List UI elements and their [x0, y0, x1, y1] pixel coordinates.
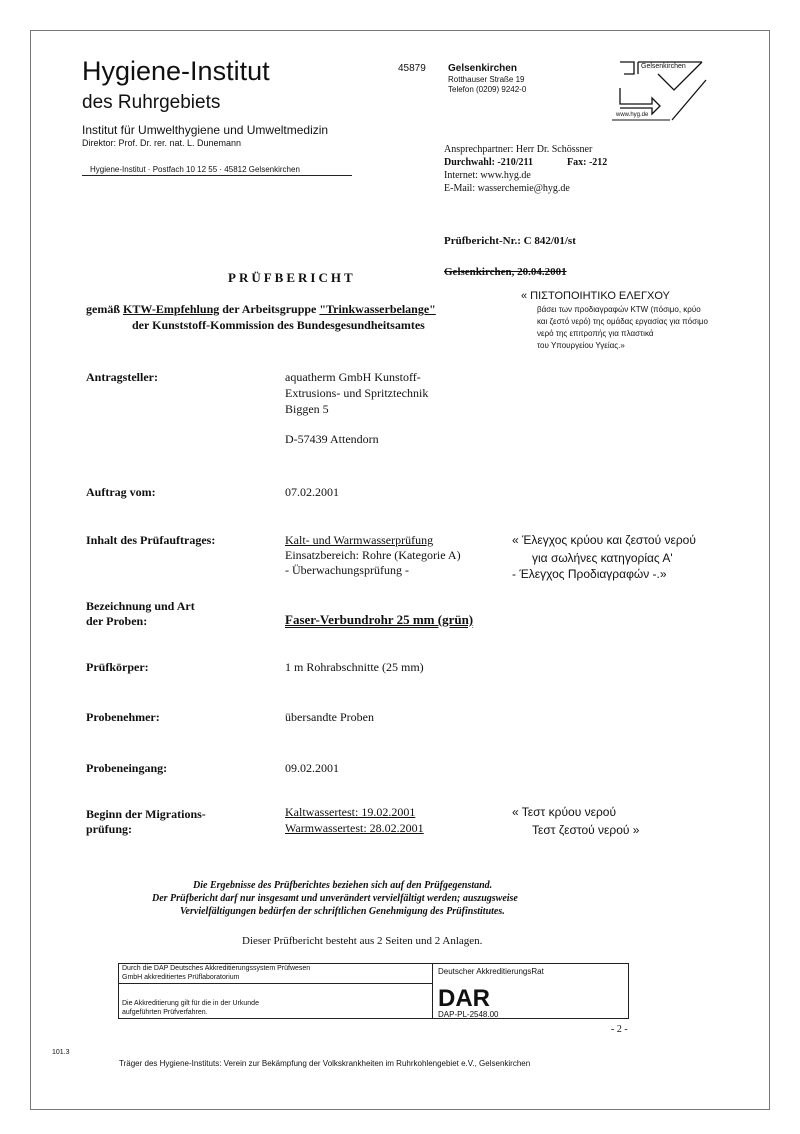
logo-text-top: Gelsenkirchen: [641, 63, 686, 70]
applicant-line: Biggen 5: [285, 402, 329, 416]
receipt-label: Probeneingang:: [86, 761, 168, 775]
logo-text-bottom: www.hyg.de: [616, 112, 649, 118]
accreditation-council: Deutscher AkkreditierungsRat: [438, 967, 544, 976]
pages-note: Dieser Prüfbericht besteht aus 2 Seiten und 2 Anlagen.: [242, 935, 483, 947]
header-phone: Telefon (0209) 9242-0: [448, 85, 527, 94]
basis-middle: der Arbeitsgruppe: [219, 302, 320, 316]
dar-number: DAP-PL-2548.00: [438, 1010, 499, 1019]
greek-line: νερό της επιτροπής για πλαστικά: [537, 329, 654, 338]
content-line: Einsatzbereich: Rohre (Kategorie A): [285, 548, 461, 562]
document-code: 101.3: [52, 1049, 70, 1056]
sampler-value: übersandte Proben: [285, 710, 374, 724]
contact-internet: Internet: www.hyg.de: [444, 170, 531, 181]
greek-test: « Τεστ κρύου νερού: [512, 805, 617, 819]
accreditation-text: GmbH akkreditiertes Prüflaboratorium: [122, 974, 240, 981]
document-title: PRÜFBERICHT: [228, 270, 356, 285]
warm-test: Warmwassertest: 28.02.2001: [285, 821, 424, 835]
sample-label: Bezeichnung und Art: [86, 599, 195, 613]
accreditation-separator: [432, 963, 433, 1019]
dar-mark: DAR: [438, 985, 490, 1012]
page-number: - 2 -: [611, 1024, 628, 1035]
basis-group: "Trinkwasserbelange": [319, 302, 436, 316]
sample-value: Faser-Verbundrohr 25 mm (grün): [285, 612, 474, 627]
accreditation-text: Durch die DAP Deutsches Akkreditierungssystem Prüfwesen: [122, 965, 311, 972]
sampler-label: Probenehmer:: [86, 710, 160, 724]
contact-email: E-Mail: wasserchemie@hyg.de: [444, 183, 570, 194]
contact-direct-dial: Durchwahl: -210/211: [444, 157, 533, 168]
applicant-line: aquatherm GmbH Kunstoff-: [285, 370, 421, 384]
return-address-rule: [82, 175, 352, 176]
institute-name: Hygiene-Institut: [82, 56, 270, 86]
header-city: Gelsenkirchen: [448, 63, 517, 74]
greek-line: του Υπουργείου Υγείας.»: [537, 341, 625, 350]
return-address: Hygiene-Institut · Postfach 10 12 55 · 45812 Gelsenkirchen: [90, 165, 300, 174]
content-line: - Überwachungsprüfung -: [285, 563, 409, 577]
report-date: Gelsenkirchen, 20.04.2001: [444, 266, 567, 278]
specimen-value: 1 m Rohrabschnitte (25 mm): [285, 660, 424, 674]
contact-fax: Fax: -212: [567, 157, 608, 168]
content-line: Kalt- und Warmwasserprüfung: [285, 533, 434, 547]
applicant-label: Antragsteller:: [86, 370, 158, 384]
specimen-label: Prüfkörper:: [86, 660, 149, 674]
content-greek: « Έλεγχος κρύου και ζεστού νερού: [512, 533, 696, 547]
basis-line-2: der Kunststoff-Kommission des Bundesgesundheitsamtes: [132, 318, 425, 332]
content-greek: - Έλεγχος Προδιαγραφών -.»: [512, 567, 667, 581]
institute-director: Direktor: Prof. Dr. rer. nat. L. Dunemann: [82, 138, 242, 148]
greek-line: και ζεστό νερό) της ομάδας εργασίας για πόσιμο: [537, 317, 708, 326]
footnote: Die Ergebnisse des Prüfberichtes beziehen sich auf den Prüfgegenstand.: [193, 880, 493, 891]
footnote: Der Prüfbericht darf nur insgesamt und unverändert vervielfältigt werden; auszugsweise: [152, 893, 518, 904]
order-date: 07.02.2001: [285, 485, 339, 499]
basis-ktw: KTW-Empfehlung: [123, 302, 220, 316]
greek-test: Τεστ ζεστού νερού »: [532, 823, 640, 837]
accreditation-text: aufgeführten Prüfverfahren.: [122, 1009, 208, 1016]
header-zip: 45879: [398, 63, 426, 74]
footer-text: Träger des Hygiene-Instituts: Verein zur Bekämpfung der Volkskrankheiten im Ruhrkohlengebiet e.V., Gelsenkirchen: [119, 1059, 531, 1068]
institute-subtitle: des Ruhrgebiets: [82, 92, 221, 113]
content-label: Inhalt des Prüfauftrages:: [86, 533, 216, 547]
accreditation-divider: [118, 983, 432, 984]
accreditation-text: Die Akkreditierung gilt für die in der Urkunde: [122, 1000, 259, 1007]
header-street: Rotthauser Straße 19: [448, 75, 525, 84]
contact-person: Ansprechpartner: Herr Dr. Schössner: [444, 144, 593, 155]
migration-label: prüfung:: [86, 822, 133, 836]
content-greek: για σωλήνες κατηγορίας Α': [532, 551, 673, 565]
cold-test: Kaltwassertest: 19.02.2001: [285, 805, 416, 819]
migration-label: Beginn der Migrations-: [86, 807, 206, 821]
basis-prefix: gemäß: [86, 302, 123, 316]
basis-line-1: [86, 302, 436, 317]
order-label: Auftrag vom:: [86, 485, 156, 499]
applicant-line: Extrusions- und Spritztechnik: [285, 386, 429, 400]
footnote: Vervielfältigungen bedürfen der schriftlichen Genehmigung des Prüfinstitutes.: [180, 906, 505, 917]
receipt-value: 09.02.2001: [285, 761, 339, 775]
greek-line: βάσει των προδιαγραφών KTW (πόσιμο, κρύο: [537, 305, 701, 314]
applicant-city: D-57439 Attendorn: [285, 432, 379, 446]
greek-title: « ΠΙΣΤΟΠΟΙΗΤΙΚΟ ΕΛΕΓΧΟΥ: [521, 290, 670, 302]
report-number: Prüfbericht-Nr.: C 842/01/st: [444, 235, 576, 247]
sample-label: der Proben:: [86, 614, 148, 628]
institute-department: Institut für Umwelthygiene und Umweltmedizin: [82, 123, 329, 137]
